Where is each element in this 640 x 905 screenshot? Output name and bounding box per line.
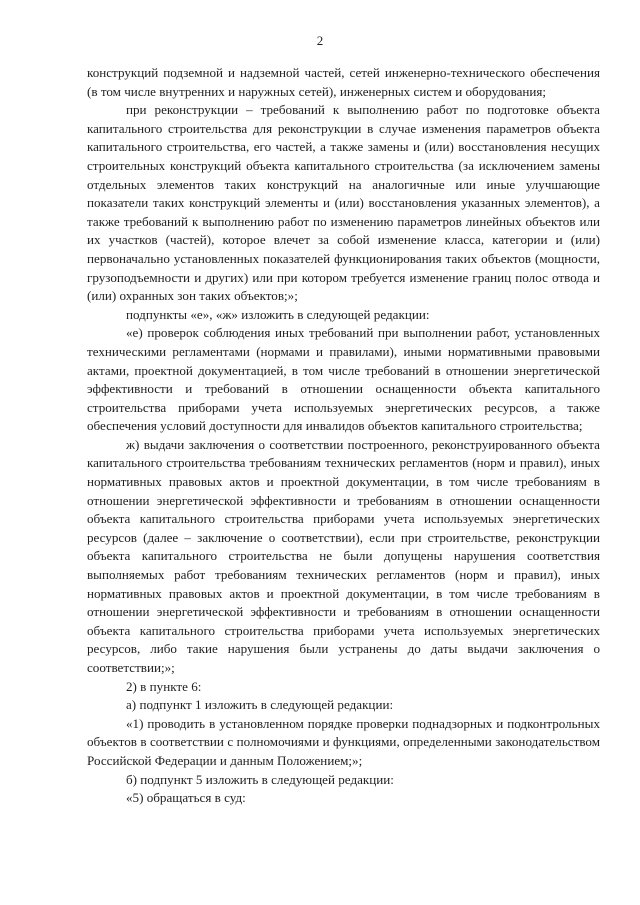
paragraph-item-2: 2) в пункте 6: xyxy=(126,678,202,694)
paragraph-reconstruction-requirements: при реконструкции – требований к выполнению работ по подготовке объекта капитального строительства для реконструкции в случае изменения параметров объекта капитального строительства, его частей, а также замены и (или) восстановления несущих строительных конструкций объекта капитального строительства (за исключением замены отдельных элементов таких конструкций на аналогичные или иные улучшающие показатели таких конструкций элементы и (или) восстановления указанных элементов), а также требований к выполнению работ по изменению параметров линейных объектов или их участков (частей), которое влечет за собой изменение класса, категории и (или) первоначально установленных показателей функционирования таких объектов (мощности, грузоподъемности и других) или при котором требуется изменение границ полос отвода и (или) охранных зон таких объектов;»; xyxy=(87,102,600,304)
paragraph-structures-continuation: конструкций подземной и надземной частей, сетей инженерно-технического обеспечения (в том числе внутренних и наружных сетей), инженерных систем и оборудования; xyxy=(87,65,600,99)
paragraph-item-2b: б) подпункт 5 изложить в следующей редакции: xyxy=(126,771,394,787)
page-number: 2 xyxy=(316,33,324,48)
paragraph-subitem-1-text: «1) проводить в установленном порядке проверки поднадзорных и подконтрольных объектов в соответствии с полномочиями и функциями, определенными законодательством Российской Федерации и данным Положением;»; xyxy=(87,715,600,768)
document-body xyxy=(87,64,600,808)
paragraph-subitem-e: «е) проверок соблюдения иных требований при выполнении работ, установленных техническими регламентами (нормами и правилами), иными нормативными правовыми актами, проектной документацией, в том числе требований в отношении энергетической эффективности и требований в отношении оснащенности объекта капитального строительства приборами учета используемых энергетических ресурсов, а также обеспечения условий доступности для инвалидов объектов капитального строительства; xyxy=(87,325,600,434)
paragraph-subitem-5-text: «5) обращаться в суд: xyxy=(126,790,246,806)
paragraph-subitems-e-zh-intro: подпункты «е», «ж» изложить в следующей редакции: xyxy=(126,306,430,322)
paragraph-item-2a: а) подпункт 1 изложить в следующей редакции: xyxy=(126,697,394,713)
paragraph-subitem-zh: ж) выдачи заключения о соответствии построенного, реконструированного объекта капитального строительства требованиям технических регламентов (норм и правил), иных нормативных правовых актов и проектной документации, в том числе требованиям в отношении энергетической эффективности и требованиям в отношении оснащенности объекта капитального строительства приборами учета используемых энергетических ресурсов (далее – заключение о соответствии), если при строительстве, реконструкции объекта капитального строительства не были допущены нарушения соответствия выполняемых работ требованиям технических регламентов (норм и правил), иных нормативных правовых актов и проектной документации, в том числе требованиям в отношении энергетической эффективности и требованиям в отношении оснащенности объекта капитального строительства приборами учета используемых энергетических ресурсов, либо такие нарушения были устранены до даты выдачи заключения о соответствии;»; xyxy=(87,436,600,675)
